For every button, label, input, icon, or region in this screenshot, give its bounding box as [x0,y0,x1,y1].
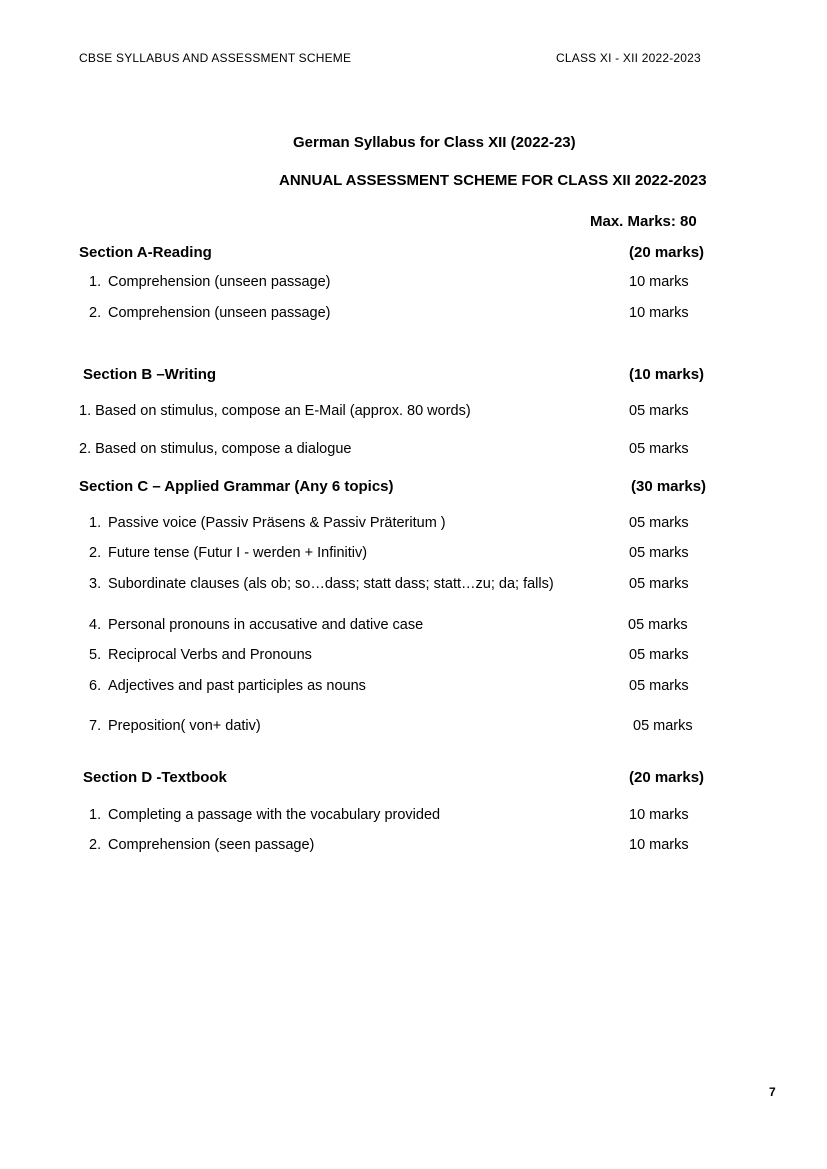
header-right: CLASS XI - XII 2022-2023 [556,51,701,65]
document-subtitle: ANNUAL ASSESSMENT SCHEME FOR CLASS XII 2022-2023 [279,172,707,189]
item-number: 4. [89,617,102,633]
item-marks: 05 marks [629,441,689,457]
item-marks: 05 marks [629,403,689,419]
item-marks: 05 marks [629,515,689,531]
item-marks: 10 marks [629,305,689,321]
section-marks-d: (20 marks) [629,769,705,786]
item-text: Future tense (Futur I - werden + Infinitiv) [108,545,368,561]
item-number: 2. [89,837,102,853]
item-text: Comprehension (unseen passage) [108,305,331,321]
item-number: 2. [89,305,102,321]
section-marks-b: (10 marks) [629,366,705,383]
item-text: Reciprocal Verbs and Pronouns [108,647,312,663]
section-heading-c: Section C – Applied Grammar (Any 6 topics) [79,478,394,495]
item-number: 7. [89,718,102,734]
item-text: Personal pronouns in accusative and dative case [108,617,424,633]
item-marks: 10 marks [629,274,689,290]
item-text: Subordinate clauses (als ob; so…dass; statt dass; statt…zu; da; falls) [108,576,554,592]
item-number: 3. [89,576,102,592]
header-left: CBSE SYLLABUS AND ASSESSMENT SCHEME [79,51,352,65]
item-marks: 05 marks [633,718,693,734]
item-text: Comprehension (unseen passage) [108,274,331,290]
item-text: Passive voice (Passiv Präsens & Passiv Präteritum ) [108,515,446,531]
section-heading-b: Section B –Writing [83,366,217,383]
item-text: 1. Based on stimulus, compose an E-Mail (approx. 80 words) [79,403,471,419]
item-marks: 05 marks [629,678,689,694]
document-title: German Syllabus for Class XII (2022-23) [293,134,576,151]
item-number: 1. [89,807,102,823]
item-marks: 10 marks [629,807,689,823]
item-marks: 05 marks [629,545,689,561]
max-marks: Max. Marks: 80 [590,213,697,230]
section-marks-a: (20 marks) [629,244,705,261]
page-number: 7 [769,1085,776,1099]
item-text: Adjectives and past participles as nouns [108,678,366,694]
item-number: 1. [89,274,102,290]
item-marks: 05 marks [629,647,689,663]
item-number: 2. [89,545,102,561]
item-marks: 10 marks [629,837,689,853]
item-number: 1. [89,515,102,531]
item-marks: 05 marks [629,576,689,592]
section-marks-c: (30 marks) [631,478,707,495]
item-text: Preposition( von+ dativ) [108,718,261,734]
item-number: 5. [89,647,102,663]
item-number: 6. [89,678,102,694]
section-heading-d: Section D -Textbook [83,769,227,786]
item-text: 2. Based on stimulus, compose a dialogue [79,441,352,457]
item-text: Completing a passage with the vocabulary provided [108,807,441,823]
section-heading-a: Section A-Reading [79,244,212,261]
item-text: Comprehension (seen passage) [108,837,315,853]
item-marks: 05 marks [628,617,688,633]
